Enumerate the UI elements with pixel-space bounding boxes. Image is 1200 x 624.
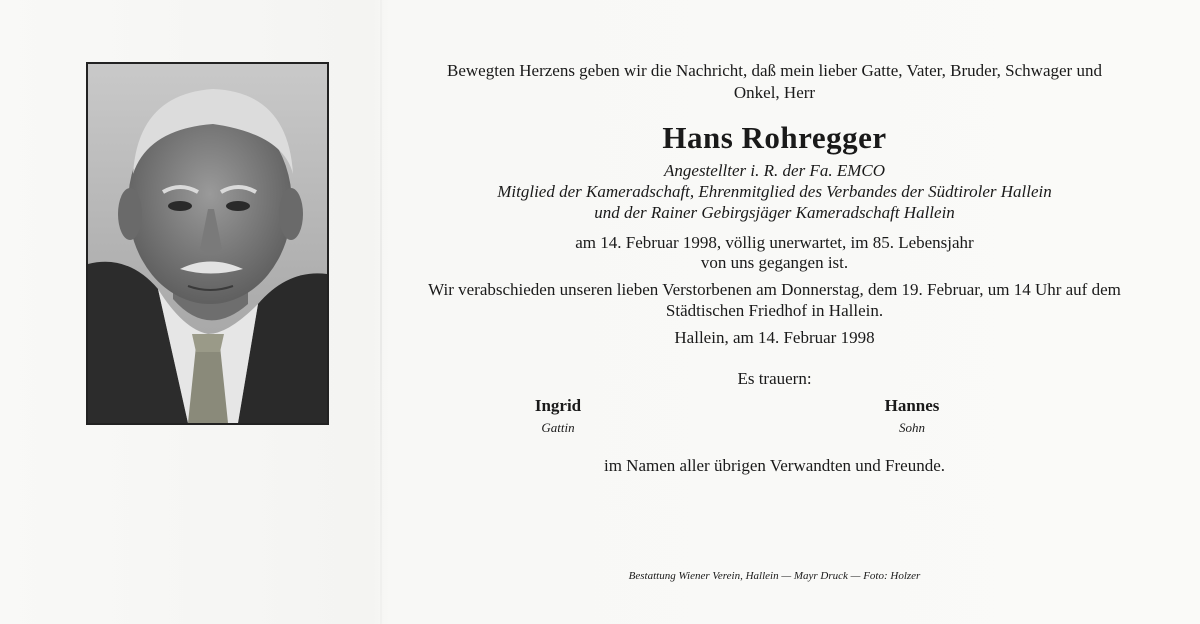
portrait-photo bbox=[86, 62, 329, 425]
footer-credits: Bestattung Wiener Verein, Hallein — Mayr Druck — Foto: Holzer bbox=[628, 570, 921, 582]
funeral-notice bbox=[382, 279, 1167, 321]
death-notice bbox=[382, 233, 1167, 273]
mourn-heading: Es trauern: bbox=[737, 369, 812, 388]
death-line-2: von uns gegangen ist. bbox=[700, 253, 849, 272]
portrait-image bbox=[88, 64, 327, 423]
title-line-2: Mitglied der Kameradschaft, Ehrenmitglied des Verbandes der Südtiroler Hallein bbox=[497, 182, 1052, 201]
death-line-1: am 14. Februar 1998, völlig unerwartet, im 85. Lebensjahr bbox=[575, 233, 974, 252]
obituary-text bbox=[382, 60, 1167, 348]
mourner-name: Hannes bbox=[884, 396, 940, 415]
deceased-titles bbox=[382, 160, 1167, 223]
deceased-name: Hans Rohregger bbox=[662, 120, 887, 155]
intro-line-1: Bewegten Herzens geben wir die Nachricht, daß mein lieber Gatte, Vater, Bruder, Schwager und bbox=[447, 61, 1102, 80]
mourner-role: Gattin bbox=[541, 420, 575, 435]
title-line-1: Angestellter i. R. der Fa. EMCO bbox=[664, 161, 885, 180]
intro-line-2: Onkel, Herr bbox=[733, 83, 816, 102]
place-date: Hallein, am 14. Februar 1998 bbox=[674, 328, 875, 347]
mourner-role: Sohn bbox=[899, 420, 925, 435]
mourner-hannes bbox=[832, 396, 992, 436]
title-line-3: und der Rainer Gebirgsjäger Kameradschaft Hallein bbox=[594, 203, 955, 222]
funeral-line-2: Städtischen Friedhof in Hallein. bbox=[665, 301, 884, 320]
mourner-name: Ingrid bbox=[534, 396, 582, 415]
funeral-line-1: Wir verabschieden unseren lieben Verstorbenen am Donnerstag, dem 19. Februar, um 14 Uhr auf dem bbox=[428, 280, 1121, 299]
intro-text bbox=[382, 60, 1167, 104]
mourner-ingrid bbox=[478, 396, 638, 436]
family-line: im Namen aller übrigen Verwandten und Freunde. bbox=[603, 456, 945, 475]
